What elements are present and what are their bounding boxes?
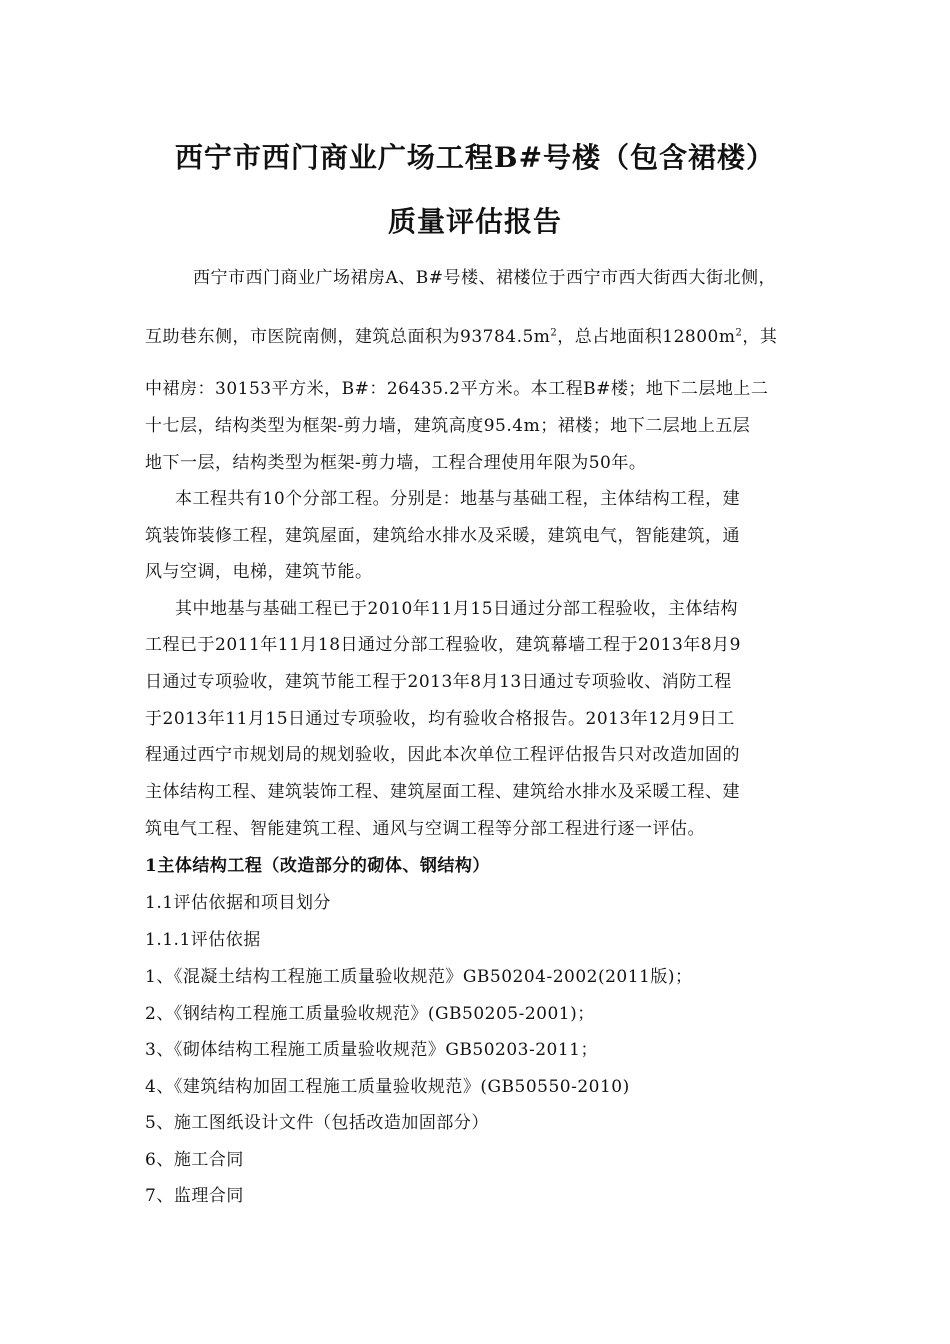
paragraph-line: 其中地基与基础工程已于2010年11月15日通过分部工程验收，主体结构: [175, 599, 739, 619]
list-item: 3、《砌体结构工程施工质量验收规范》GB50203-2011；: [145, 1040, 598, 1060]
paragraph-line: 工程已于2011年11月18日通过分部工程验收，建筑幕墙工程于2013年8月9: [145, 635, 741, 655]
list-item: 2、《钢结构工程施工质量验收规范》(GB50205-2001)；: [145, 1004, 595, 1024]
paragraph-line: 互助巷东侧，市医院南侧，建筑总面积为$93784.5m^2$，总占地面积$12800m^2$，其: [145, 327, 778, 347]
paragraph-line: 中裙房：30153平方米，B#：26435.2平方米。本工程B#楼；地下二层地上二: [145, 379, 769, 399]
paragraph-line: 主体结构工程、建筑装饰工程、建筑屋面工程、建筑给水排水及采暖工程、建: [145, 782, 740, 802]
paragraph-line: 西宁市西门商业广场裙房A、B#号楼、裙楼位于西宁市西大街西大街北侧，: [193, 268, 777, 288]
list-item: 1、《混凝土结构工程施工质量验收规范》GB50204-2002(2011版)；: [145, 967, 693, 987]
paragraph-line: 筑电气工程、智能建筑工程、通风与空调工程等分部工程进行逐一评估。: [145, 819, 705, 839]
subsection-heading: 1.1.1评估依据: [145, 930, 261, 950]
paragraph-line: 本工程共有10个分部工程。分别是：地基与基础工程，主体结构工程，建: [175, 489, 741, 509]
list-item: 6、施工合同: [145, 1150, 244, 1170]
list-item: 5、施工图纸设计文件（包括改造加固部分）: [145, 1113, 489, 1133]
paragraph-line: 筑装饰装修工程，建筑屋面，建筑给水排水及采暖，建筑电气，智能建筑，通: [145, 526, 740, 546]
document-subtitle: 质量评估报告: [387, 205, 562, 238]
subsection-heading: 1.1评估依据和项目划分: [145, 893, 332, 913]
paragraph-line: 程通过西宁市规划局的规划验收，因此本次单位工程评估报告只对改造加固的: [145, 745, 740, 765]
paragraph-line: 于2013年11月15日通过专项验收，均有验收合格报告。2013年12月9日工: [145, 709, 735, 729]
document-title: 西宁市西门商业广场工程B#号楼（包含裙楼）: [174, 141, 776, 174]
list-item: 4、《建筑结构加固工程施工质量验收规范》(GB50550-2010): [145, 1077, 630, 1097]
section-heading: 1主体结构工程（改造部分的砌体、钢结构）: [145, 856, 490, 876]
paragraph-line: 日通过专项验收，建筑节能工程于2013年8月13日通过专项验收、消防工程: [145, 672, 732, 692]
paragraph-line: 地下一层，结构类型为框架-剪力墙，工程合理使用年限为50年。: [145, 453, 647, 473]
list-item: 7、监理合同: [145, 1186, 244, 1206]
paragraph-line: 风与空调，电梯，建筑节能。: [145, 562, 373, 582]
paragraph-line: 十七层，结构类型为框架-剪力墙，建筑高度95.4m；裙楼；地下二层地上五层: [145, 416, 751, 436]
